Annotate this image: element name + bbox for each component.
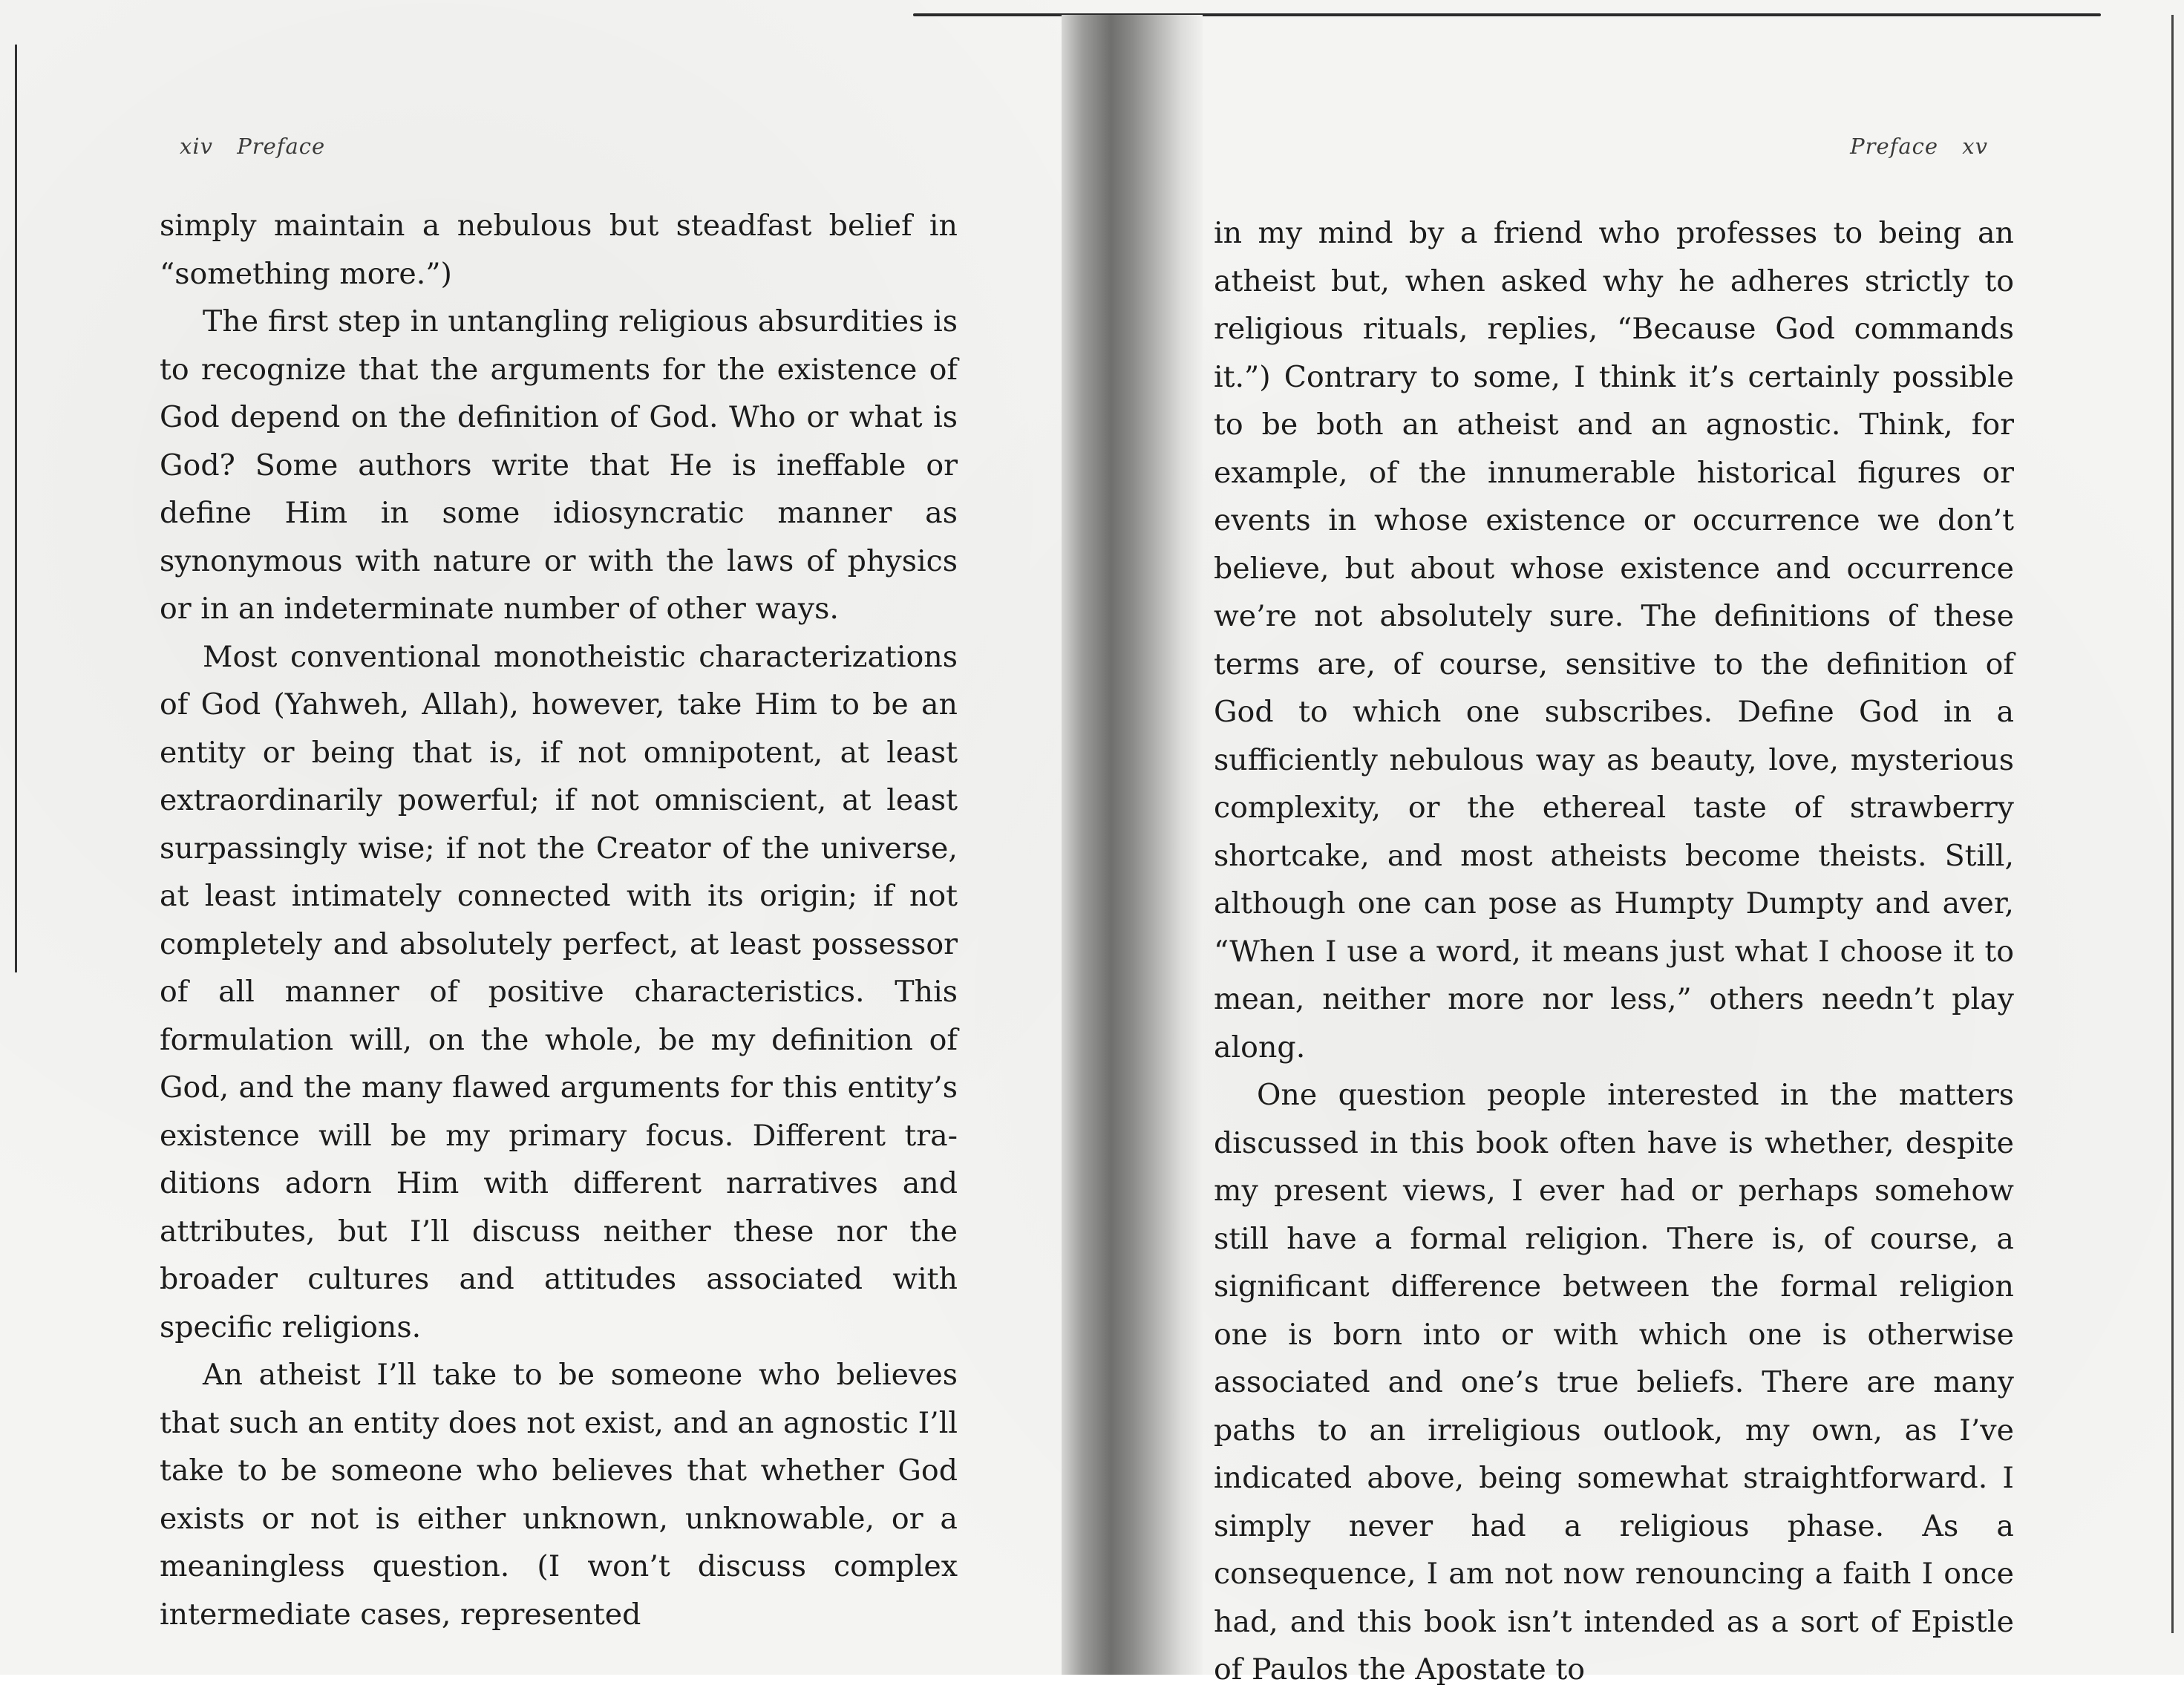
paragraph: One question people interested in the matters discussed in this book often have is whether, despite my present views, I ever had or perhaps somehow still have a formal religion. There is, of course, a significant difference between the formal religion one is born into or with which one is otherwise associated and one’s true beliefs. There are many paths to an irreligious outlook, my own, as I’ve indicated above, being somewhat straightforward. I simply never had a religious phase. As a consequence, I am not now renouncing a faith I once had, and this book isn’t intended as a sort of Epistle of Paulos the Apostate to <box>1214 1078 2014 1687</box>
page-left-edge <box>15 45 17 972</box>
paragraph: Most conventional monotheistic characterizations of God (Yahweh, Allah), however, take Him to be an entity or being that is, if not omnipotent, at least extraordinarily powerful; if not omniscient, at least surpassingly wise; if not the Creator of the universe, at least intimately connected with its origin; if not completely and absolutely perfect, at least possessor of all manner of positive characteristics. This formulation will, on the whole, be my definition of God, and the many flawed arguments for this entity’s existence will be my primary focus. Different traditions adorn Him with different narratives and attributes, but I’ll discuss neither these nor the broader cultures and attitudes associated with specific religions. <box>160 639 958 1344</box>
right-running-head <box>1850 134 2004 159</box>
left-running-head <box>163 134 325 159</box>
book-gutter-shadow <box>1062 15 1203 1675</box>
running-title: Preface <box>1850 134 1939 159</box>
paragraph: simply maintain a nebulous but steadfast belief in “something more.”) <box>160 209 958 291</box>
page-number: xv <box>1962 134 1988 159</box>
right-body-text <box>1214 209 2014 1694</box>
page-number: xiv <box>180 134 214 159</box>
paragraph: An atheist I’ll take to be someone who believes that such an entity does not exist, and an agnostic I’ll take to be someone who believes that whether God exists or not is either unknown, unknowable, or a meaningless question. (I won’t discuss complex intermediate cases, represented <box>160 1358 958 1632</box>
left-body-text <box>160 202 958 1638</box>
paragraph: The first step in untangling religious absurdities is to recognize that the arguments for the existence of God depend on the definition of God. Who or what is God? Some authors write that He is ineffable or define Him in some idiosyncratic manner as synonymous with nature or with the laws of physics or in an indeterminate number of other ways. <box>160 304 958 626</box>
paragraph: in my mind by a friend who professes to being an atheist but, when asked why he adheres strictly to religious rituals, replies, “Because God commands it.”) Contrary to some, I think it’s certainly possible to be both an atheist and an agnostic. Think, for example, of the innumerable historical figures or events in whose existence or occurrence we don’t believe, but about whose existence and occurrence we’re not absolutely sure. The definitions of these terms are, of course, sensitive to the definition of God to which one subscribes. Define God in a sufficiently nebulous way as beauty, love, mysterious complexity, or the ethereal taste of strawberry shortcake, and most atheists become theists. Still, although one can pose as Humpty Dumpty and aver, “When I use a word, it means just what I choose it to mean, neither more nor less,” others needn’t play along. <box>1214 216 2014 1065</box>
page-right-edge <box>2171 15 2174 1633</box>
running-title: Preface <box>237 134 326 159</box>
